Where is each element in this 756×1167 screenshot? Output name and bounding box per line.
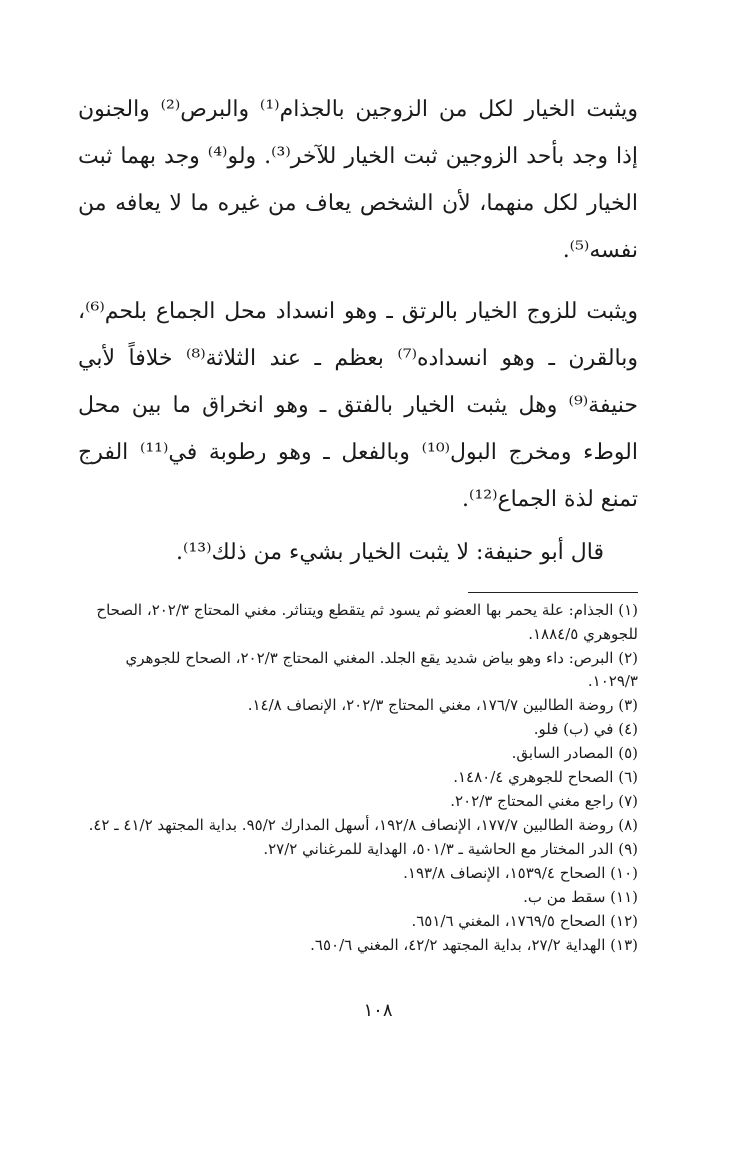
footnote-12: (١٢) الصحاح ١٧٦٩/٥، المغني ٦٥١/٦. — [411, 912, 638, 930]
footnote-separator — [468, 592, 638, 593]
footnote-7: (٧) راجع مغني المحتاج ٢٠٢/٣. — [450, 792, 638, 810]
footnote-13: (١٣) الهداية ٢٧/٢، بداية المجتهد ٤٢/٢، المغني ٦٥٠/٦. — [310, 936, 638, 954]
page-number: ١٠٨ — [363, 1000, 393, 1021]
footnote-2: (٢) البرص: داء وهو بياض شديد يقع الجلد. المغني المحتاج ٢٠٢/٣، الصحاح للجوهري ١٠٢٩/٣. — [125, 648, 638, 690]
paragraph-1: ويثبت الخيار لكل من الزوجين بالجذام⁽¹⁾ والبرص⁽²⁾ والجنون إذا وجد بأحد الزوجين ثبت الخيار للآخر⁽³⁾. ولو⁽⁴⁾ وجد بهما ثبت الخيار لكل منهما، لأن الشخص يعاف من غيره ما لا يعافه من نفسه⁽⁵⁾. — [78, 97, 638, 263]
footnotes-list — [78, 599, 638, 958]
footnote-3: (٣) روضة الطالبين ١٧٦/٧، مغني المحتاج ٢٠٢/٣، الإنصاف ١٤/٨. — [247, 696, 638, 714]
quote-abu-hanifa: قال أبو حنيفة: لا يثبت الخيار بشيء من ذلك⁽¹³⁾. — [176, 540, 604, 565]
footnote-6: (٦) الصحاح للجوهري ١٤٨٠/٤. — [453, 768, 638, 786]
footnote-1: (١) الجذام: علة يحمر بها العضو ثم يسود ثم يتقطع ويتناثر. مغني المحتاج ٢٠٢/٣، الصحاح للجوهري ١٨٨٤/٥. — [96, 601, 638, 643]
footnote-11: (١١) سقط من ب. — [523, 888, 638, 906]
footnote-4: (٤) في (ب) فلو. — [533, 720, 638, 738]
footnote-5: (٥) المصادر السابق. — [511, 744, 638, 762]
footnote-8: (٨) روضة الطالبين ١٧٧/٧، الإنصاف ١٩٢/٨، أسهل المدارك ٩٥/٢. بداية المجتهد ٤١/٢ ـ ٤٢. — [88, 816, 638, 834]
page-content — [78, 86, 638, 958]
footnote-9: (٩) الدر المختار مع الحاشية ـ ٥٠١/٣، الهداية للمرغناني ٢٧/٢. — [263, 840, 638, 858]
paragraph-2: ويثبت للزوج الخيار بالرتق ـ وهو انسداد محل الجماع بلحم⁽⁶⁾، وبالقرن ـ وهو انسداده⁽⁷⁾ بعظم ـ عند الثلاثة⁽⁸⁾ خلافاً لأبي حنيفة⁽⁹⁾ وهل يثبت الخيار بالفتق ـ وهو انخراق ما بين محل الوطء ومخرج البول⁽¹⁰⁾ وبالفعل ـ وهو رطوبة في⁽¹¹⁾ الفرج تمنع لذة الجماع⁽¹²⁾. — [78, 299, 638, 512]
footnote-10: (١٠) الصحاح ١٥٣٩/٤، الإنصاف ١٩٣/٨. — [403, 864, 638, 882]
